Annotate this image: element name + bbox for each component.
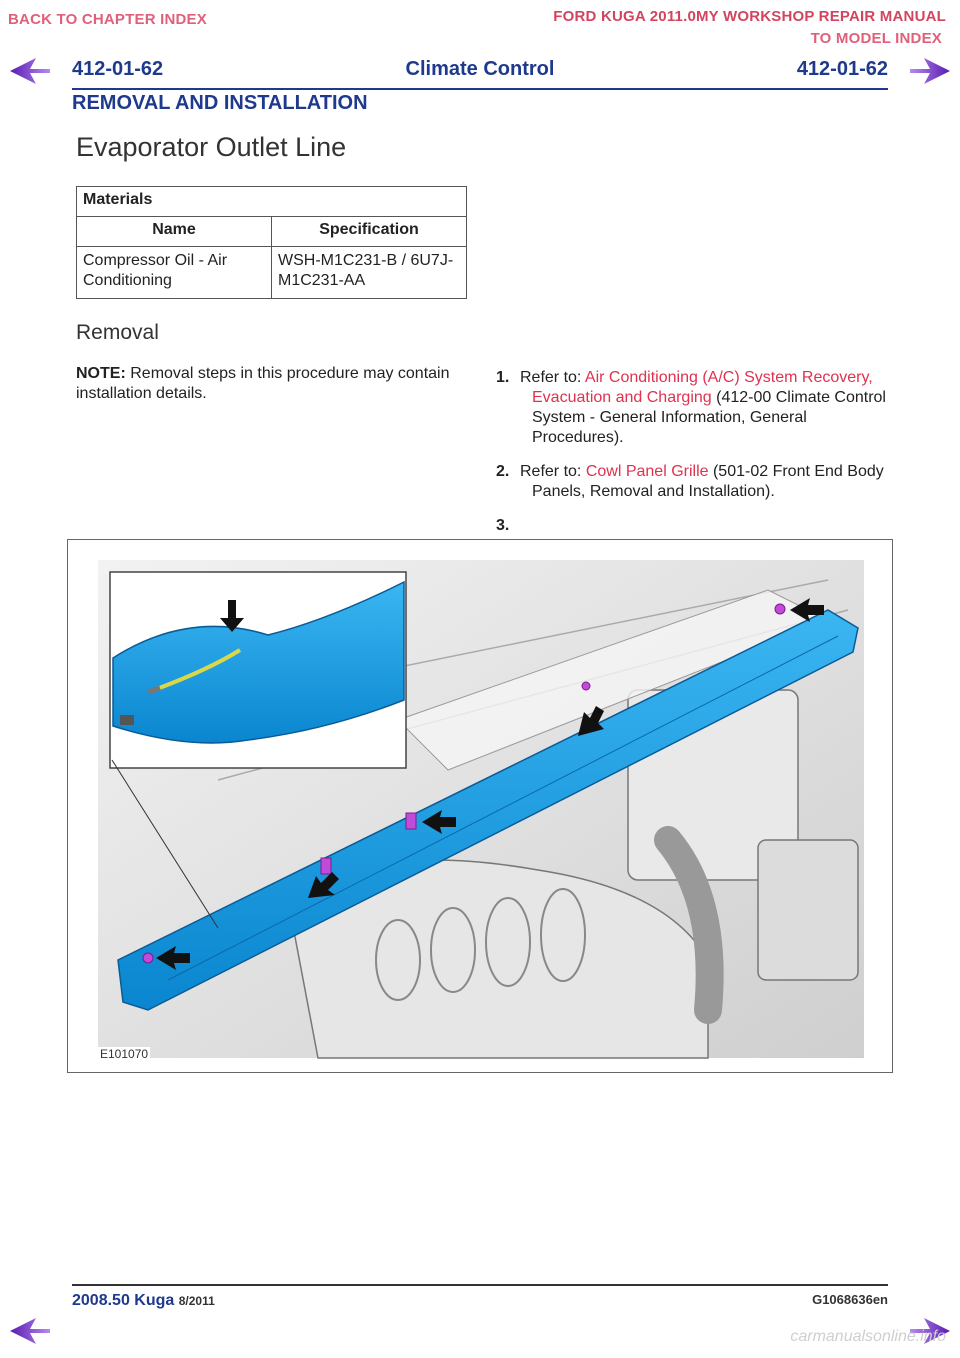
step-number: 3. xyxy=(496,517,510,534)
material-name-cell: Compressor Oil - Air Conditioning xyxy=(77,247,272,299)
footer-date: 8/2011 xyxy=(178,1294,215,1308)
page-number-left: 412-01-62 xyxy=(72,58,164,80)
inset-bracket xyxy=(120,715,134,725)
note-paragraph xyxy=(76,364,456,404)
footer-model-name: 2008.50 Kuga xyxy=(72,1292,175,1309)
previous-page-arrow-icon[interactable] xyxy=(10,1318,50,1344)
page-number-right: 412-01-62 xyxy=(796,58,888,80)
procedure-title: Evaporator Outlet Line xyxy=(76,132,347,162)
column-header-name: Name xyxy=(77,217,272,247)
watermark: carmanualsonline.info xyxy=(790,1328,946,1345)
ac-recovery-link[interactable]: Air Conditioning (A/C) System Recovery, Evacuation and Charging xyxy=(532,369,873,406)
step-text-prefix: Refer to: xyxy=(520,369,585,386)
footer-document-code: G1068636en xyxy=(812,1292,888,1307)
list-item xyxy=(496,462,896,502)
note-label: NOTE: xyxy=(76,365,126,382)
figure-id: E101070 xyxy=(100,1047,149,1061)
step-number: 1. xyxy=(496,369,510,386)
cowl-panel-grille-link[interactable]: Cowl Panel Grille xyxy=(585,463,709,480)
step-text-suffix: (412-00 Climate Control System - General Information, General Procedures). xyxy=(532,389,886,446)
column-header-specification: Specification xyxy=(272,217,467,247)
material-spec-cell: WSH-M1C231-B / 6U7J-M1C231-AA xyxy=(272,247,467,299)
list-item xyxy=(496,516,896,536)
header-divider xyxy=(72,88,888,90)
note-text: Removal steps in this procedure may contain installation details. xyxy=(76,365,450,402)
step-text-prefix: Refer to: xyxy=(520,463,586,480)
back-to-chapter-index-link[interactable]: BACK TO CHAPTER INDEX xyxy=(8,11,207,28)
subsection-title: REMOVAL AND INSTALLATION xyxy=(72,92,368,114)
removal-heading: Removal xyxy=(76,321,159,344)
footer-model xyxy=(72,1292,215,1310)
materials-caption: Materials xyxy=(77,187,467,217)
to-model-index-link[interactable]: TO MODEL INDEX xyxy=(810,30,942,47)
table-row xyxy=(77,247,467,299)
step-number: 2. xyxy=(496,463,510,480)
list-item xyxy=(496,368,896,448)
section-title: Climate Control xyxy=(405,58,555,80)
step-text-suffix: (501-02 Front End Body Panels, Removal and Installation). xyxy=(532,463,884,500)
procedure-illustration xyxy=(67,539,893,1073)
footer-divider xyxy=(72,1284,888,1286)
materials-table xyxy=(76,186,467,299)
coolant-reservoir xyxy=(758,840,858,980)
engine-bay-illustration xyxy=(68,540,894,1074)
manual-title: FORD KUGA 2011.0MY WORKSHOP REPAIR MANUAL xyxy=(553,8,946,25)
removal-steps-list xyxy=(496,368,896,550)
